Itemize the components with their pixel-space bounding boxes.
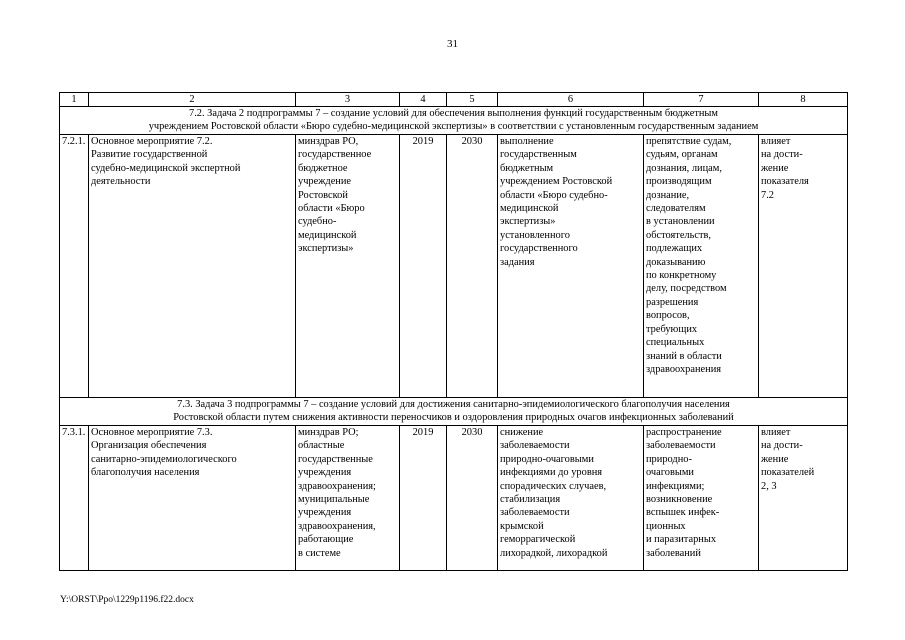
- indicator-cell: влияет на дости- жение показателя 7.2: [759, 135, 848, 398]
- executor-cell: минздрав РО, государственное бюджетное учреждение Ростовской области «Бюро судебно- медицинской экспертизы»: [296, 135, 400, 398]
- result-cell: снижение заболеваемости природно-очаговыми инфекциями до уровня спорадических случаев, стабилизация заболеваемости крымской геморрагической лихорадкой, лихорадкой: [498, 426, 644, 571]
- file-path-footer: Y:\ORST\Ppo\1229p1196.f22.docx: [60, 595, 194, 605]
- page-number: 31: [447, 38, 458, 50]
- column-header-4: 4: [400, 93, 447, 107]
- start-year-cell: 2019: [400, 426, 447, 571]
- column-header-5: 5: [447, 93, 498, 107]
- column-header-1: 1: [60, 93, 89, 107]
- result-cell: выполнение государственным бюджетным учреждением Ростовской области «Бюро судебно- медицинской экспертизы» установленного государственного задания: [498, 135, 644, 398]
- consequences-cell: распространение заболеваемости природно- очаговыми инфекциями; возникновение вспышек инфек- ционных и паразитарных заболеваний: [644, 426, 759, 571]
- column-header-8: 8: [759, 93, 848, 107]
- consequences-cell: препятствие судам, судьям, органам дознания, лицам, производящим дознание, следователям в установлении обстоятельств, подлежащих доказыванию по конкретному делу, посредством разрешения вопросов, требующих специальных знаний в области здравоохранения: [644, 135, 759, 398]
- start-year-cell: 2019: [400, 135, 447, 398]
- executor-cell: минздрав РО; областные государственные учреждения здравоохранения; муниципальные учреждения здравоохранения, работающие в системе: [296, 426, 400, 571]
- end-year-cell: 2030: [447, 426, 498, 571]
- column-header-7: 7: [644, 93, 759, 107]
- column-header-2: 2: [89, 93, 296, 107]
- event-cell: Основное мероприятие 7.3. Организация обеспечения санитарно-эпидемиологического благополучия населения: [89, 426, 296, 571]
- section-title: 7.2. Задача 2 подпрограммы 7 – создание условий для обеспечения выполнения функций государственным бюджетным учреждением Ростовской области «Бюро судебно-медицинской экспертизы» в соответствии с установленным государственным заданием: [60, 107, 848, 135]
- column-header-3: 3: [296, 93, 400, 107]
- column-header-6: 6: [498, 93, 644, 107]
- table-row: [60, 426, 848, 571]
- event-cell: Основное мероприятие 7.2. Развитие государственной судебно-медицинской экспертной деятельности: [89, 135, 296, 398]
- row-number: 7.2.1.: [60, 135, 89, 398]
- section-header-row: [60, 398, 848, 426]
- end-year-cell: 2030: [447, 135, 498, 398]
- column-header-row: [60, 93, 848, 107]
- table-row: [60, 135, 848, 398]
- program-table: [59, 92, 848, 571]
- section-title: 7.3. Задача 3 подпрограммы 7 – создание условий для достижения санитарно-эпидемиологического благополучия населения Ростовской области путем снижения активности переносчиков и оздоровления природных очагов инфекционных заболеваний: [60, 398, 848, 426]
- indicator-cell: влияет на дости- жение показателей 2, 3: [759, 426, 848, 571]
- section-header-row: [60, 107, 848, 135]
- row-number: 7.3.1.: [60, 426, 89, 571]
